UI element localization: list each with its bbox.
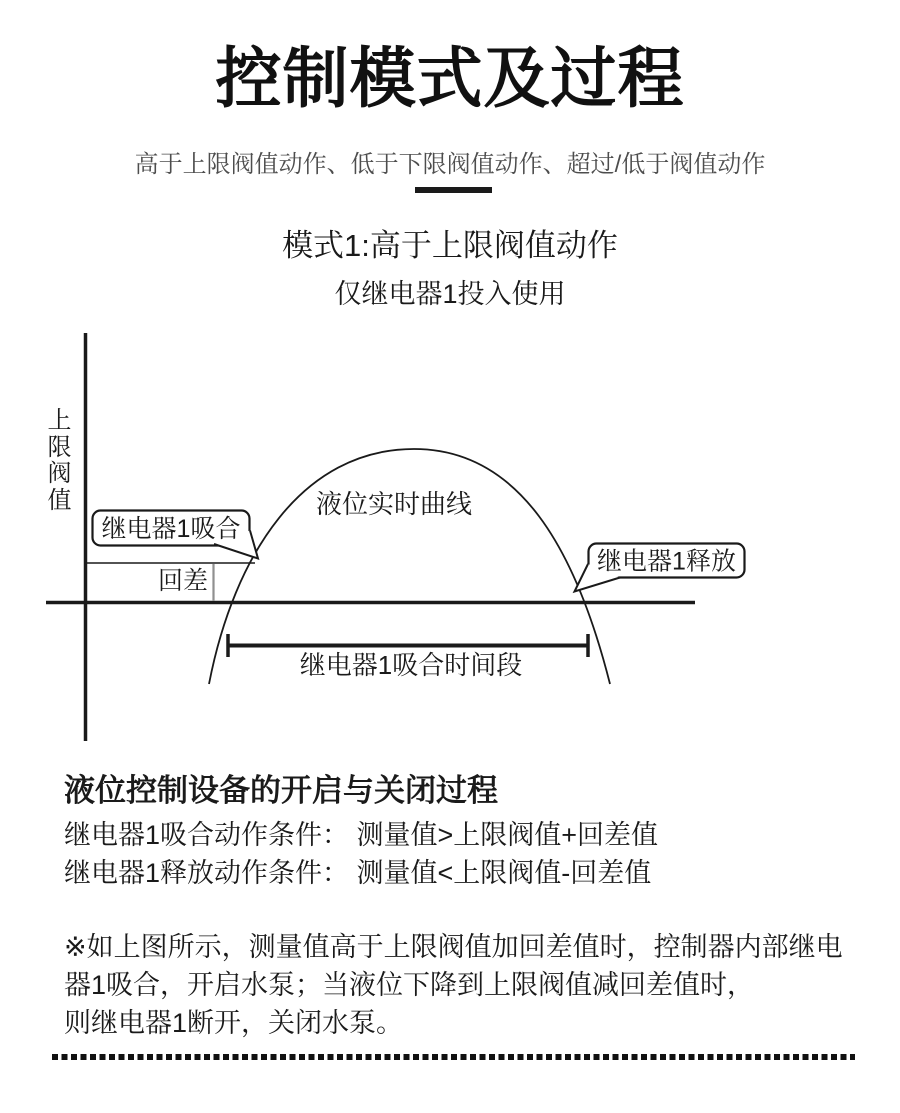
duration-label: 继电器1吸合时间段 bbox=[299, 650, 523, 680]
mode-subheading: 仅继电器1投入使用 bbox=[334, 279, 566, 309]
release-condition-line: 继电器1释放动作条件： 测量值<上限阀值-回差值 bbox=[64, 858, 652, 888]
y-axis-label: 上限阀值 bbox=[47, 407, 72, 514]
process-section bbox=[64, 770, 864, 1042]
engage-condition-line: 继电器1吸合动作条件： 测量值>上限阀值+回差值 bbox=[64, 820, 659, 850]
mode-heading: 模式1:高于上限阀值动作 bbox=[282, 228, 618, 263]
page-title: 控制模式及过程 bbox=[215, 41, 685, 115]
dotted-divider bbox=[52, 1054, 855, 1060]
curve-label: 液位实时曲线 bbox=[315, 489, 473, 519]
release-callout-label: 继电器1释放 bbox=[597, 547, 736, 576]
engage-callout-label: 继电器1吸合 bbox=[101, 515, 241, 543]
engage-callout bbox=[93, 511, 259, 559]
page-subtitle: 高于上限阀值动作、低于下限阀值动作、超过/低于阀值动作 bbox=[134, 151, 766, 178]
note-line-2: 器1吸合，开启水泵；当液位下降到上限阀值减回差值时， bbox=[64, 970, 755, 1000]
release-callout bbox=[575, 544, 745, 592]
liquid-level-curve bbox=[209, 449, 610, 684]
note-line-1: ※如上图所示，测量值高于上限阀值加回差值时，控制器内部继电 bbox=[64, 932, 843, 962]
hysteresis-label: 回差 bbox=[157, 567, 209, 595]
process-heading: 液位控制设备的开启与关闭过程 bbox=[64, 773, 498, 808]
note-block bbox=[64, 928, 864, 1042]
note-line-3: 则继电器1断开，关闭水泵。 bbox=[64, 1008, 404, 1038]
